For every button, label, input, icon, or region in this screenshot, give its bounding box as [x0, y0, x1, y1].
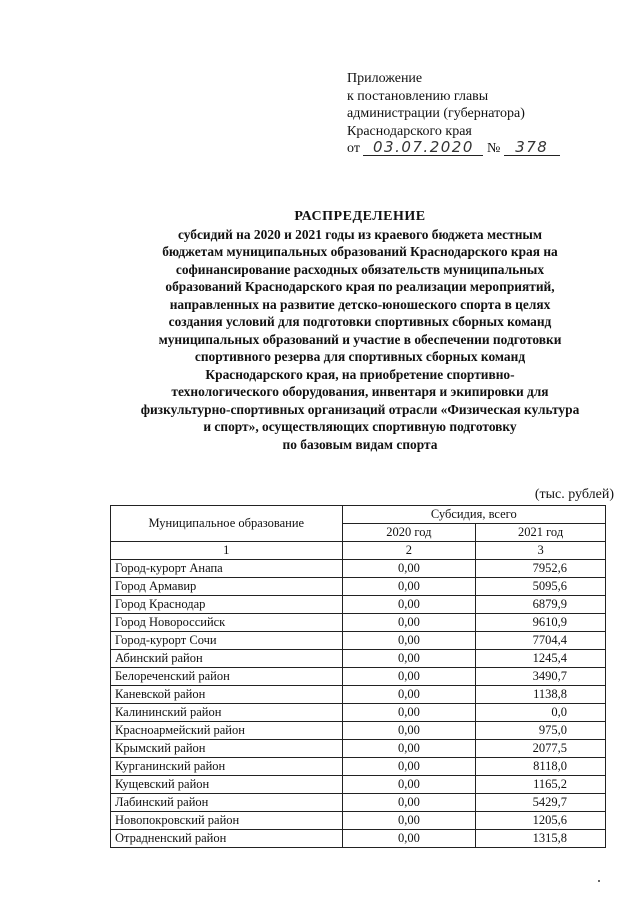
title-line: Краснодарского края, на приобретение спортивно-	[205, 366, 515, 382]
value-2020: 0,00	[342, 614, 476, 632]
table-row	[111, 560, 606, 578]
value-2021: 1138,8	[476, 686, 606, 704]
value-2020: 0,00	[342, 632, 476, 650]
table-row	[111, 812, 606, 830]
value-2020: 0,00	[342, 830, 476, 848]
title-line: образований Краснодарского края по реализации мероприятий,	[165, 279, 555, 294]
table-row	[111, 722, 606, 740]
value-2021: 9610,9	[476, 614, 606, 632]
title-line: бюджетам муниципальных образований Краснодарского края на	[162, 244, 558, 259]
value-2021: 7704,4	[476, 632, 606, 650]
municipality-name: Красноармейский район	[111, 722, 343, 740]
table-row	[111, 650, 606, 668]
value-2021: 1165,2	[476, 776, 606, 794]
value-2021: 5095,6	[476, 578, 606, 596]
approval-line: Краснодарского края	[347, 123, 472, 139]
value-2020: 0,00	[342, 650, 476, 668]
subsidy-table	[110, 505, 606, 848]
approval-line: администрации (губернатора)	[347, 106, 525, 121]
title-line: технологического оборудования, инвентаря и экипировки для	[171, 384, 549, 399]
value-2020: 0,00	[342, 578, 476, 596]
approval-line: к постановлению главы	[347, 88, 489, 104]
document-title	[100, 208, 620, 453]
title-line: спортивного резерва для спортивных сборных команд	[194, 349, 526, 364]
value-2020: 0,00	[342, 686, 476, 704]
municipality-name: Белореченский район	[111, 668, 343, 686]
handwritten-date: 03.07.2020	[363, 140, 483, 156]
column-number: 1	[111, 542, 343, 560]
table-row	[111, 614, 606, 632]
municipality-name: Калининский район	[111, 704, 343, 722]
column-number: 2	[342, 542, 476, 560]
title-line: по базовым видам спорта	[282, 436, 438, 452]
header-municipality: Муниципальное образование	[111, 506, 343, 542]
header-2020: 2020 год	[342, 524, 476, 542]
value-2021: 2077,5	[476, 740, 606, 758]
table-row	[111, 686, 606, 704]
municipality-name: Город Новороссийск	[111, 614, 343, 632]
title-line: субсидий на 2020 и 2021 годы из краевого бюджета местным	[177, 226, 542, 242]
value-2020: 0,00	[342, 722, 476, 740]
table-row	[111, 668, 606, 686]
table-row	[111, 758, 606, 776]
table-row	[111, 578, 606, 596]
value-2020: 0,00	[342, 794, 476, 812]
value-2020: 0,00	[342, 812, 476, 830]
value-2020: 0,00	[342, 740, 476, 758]
value-2021: 0,0	[476, 704, 606, 722]
title-line: направленных на развитие детско-юношеского спорта в целях	[169, 296, 551, 312]
table-row	[111, 776, 606, 794]
value-2021: 3490,7	[476, 668, 606, 686]
municipality-name: Новопокровский район	[111, 812, 343, 830]
title-line: создания условий для подготовки спортивных сборных команд	[168, 314, 552, 329]
municipality-name: Лабинский район	[111, 794, 343, 812]
handwritten-number: 378	[504, 140, 560, 156]
value-2021: 1315,8	[476, 830, 606, 848]
municipality-name: Кущевский район	[111, 776, 343, 794]
municipality-name: Курганинский район	[111, 758, 343, 776]
value-2021: 1205,6	[476, 812, 606, 830]
approval-date-line	[347, 140, 560, 158]
table-row	[111, 632, 606, 650]
municipality-name: Город-курорт Анапа	[111, 560, 343, 578]
municipality-name: Отрадненский район	[111, 830, 343, 848]
table-row	[111, 830, 606, 848]
value-2021: 8118,0	[476, 758, 606, 776]
from-label: от	[347, 141, 360, 156]
header-subsidy: Субсидия, всего	[342, 506, 605, 524]
title-line: софинансирование расходных обязательств муниципальных	[175, 261, 545, 277]
approval-line: Приложение	[347, 71, 423, 86]
table-row	[111, 704, 606, 722]
value-2021: 5429,7	[476, 794, 606, 812]
header-2021: 2021 год	[476, 524, 606, 542]
municipality-name: Город-курорт Сочи	[111, 632, 343, 650]
title-line: муниципальных образований и участие в обеспечении подготовки	[158, 331, 562, 347]
value-2020: 0,00	[342, 560, 476, 578]
column-number: 3	[476, 542, 606, 560]
table-row	[111, 794, 606, 812]
units-label: (тыс. рублей)	[534, 487, 614, 502]
value-2020: 0,00	[342, 668, 476, 686]
value-2021: 7952,6	[476, 560, 606, 578]
value-2020: 0,00	[342, 704, 476, 722]
approval-block	[347, 70, 560, 158]
title-line: и спорт», осуществляющих спортивную подготовку	[203, 419, 517, 434]
municipality-name: Город Краснодар	[111, 596, 343, 614]
municipality-name: Абинский район	[111, 650, 343, 668]
value-2021: 1245,4	[476, 650, 606, 668]
value-2020: 0,00	[342, 758, 476, 776]
table-row	[111, 596, 606, 614]
table-row	[111, 740, 606, 758]
value-2021: 975,0	[476, 722, 606, 740]
municipality-name: Крымский район	[111, 740, 343, 758]
value-2020: 0,00	[342, 596, 476, 614]
number-label: №	[486, 141, 501, 156]
value-2021: 6879,9	[476, 596, 606, 614]
municipality-name: Город Армавир	[111, 578, 343, 596]
scan-speck	[598, 880, 600, 882]
municipality-name: Каневской район	[111, 686, 343, 704]
value-2020: 0,00	[342, 776, 476, 794]
title-line: физкультурно-спортивных организаций отрасли «Физическая культура	[140, 401, 580, 417]
title-heading: РАСПРЕДЕЛЕНИЕ	[294, 209, 426, 224]
